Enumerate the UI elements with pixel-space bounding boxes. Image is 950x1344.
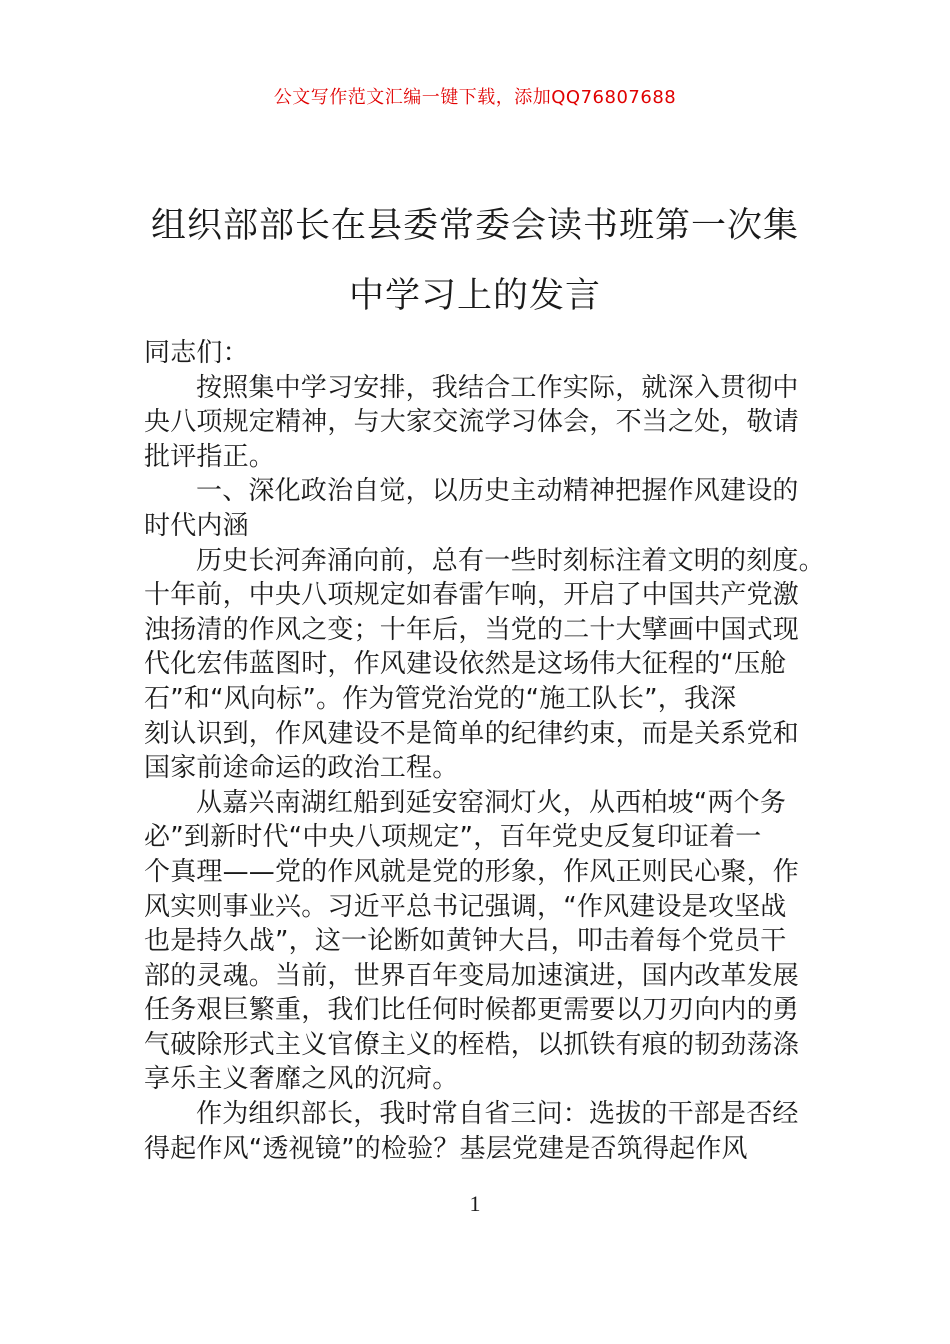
text-line: 任务艰巨繁重，我们比任何时候都更需要以刀刃向内的勇 [144,995,800,1026]
title-line-1: 组织部部长在县委常委会读书班第一次集 [150,206,799,247]
text-line: 必”到新时代“中央八项规定”，百年党史反复印证着一 [144,822,762,853]
text-line: 享乐主义奢靡之风的沉疴。 [144,1064,459,1095]
document-body [144,336,825,1166]
text-line: 按照集中学习安排，我结合工作实际，就深入贯彻中 [196,372,799,403]
text-line: 从嘉兴南湖红船到延安窑洞灯火，从西柏坡“两个务 [196,787,787,818]
text-line: 得起作风“透视镜”的检验？基层党建是否筑得起作风 [144,1133,748,1164]
text-line: 刻认识到，作风建设不是简单的纪律约束，而是关系党和 [144,718,800,749]
text-line: 央八项规定精神，与大家交流学习体会，不当之处，敬请 [144,407,800,438]
section-heading-line: 时代内涵 [144,510,249,541]
salutation: 同志们： [144,338,249,368]
text-line: 代化宏伟蓝图时，作风建设依然是这场伟大征程的“压舱 [144,649,787,680]
text-line: 十年前，中央八项规定如春雷乍响，开启了中国共产党激 [144,580,800,611]
text-line: 历史长河奔涌向前，总有一些时刻标注着文明的刻度。 [196,545,825,576]
page-number: 1 [469,1191,481,1216]
text-line: 作为组织部长，我时常自省三问：选拔的干部是否经 [196,1099,799,1130]
text-line: 风实则事业兴。习近平总书记强调，“作风建设是攻坚战 [144,891,787,922]
text-line: 气破除形式主义官僚主义的桎梏，以抓铁有痕的韧劲荡涤 [144,1029,800,1060]
section-heading-line: 一、深化政治自觉，以历史主动精神把握作风建设的 [196,476,799,507]
document-title [100,191,850,331]
download-banner[interactable]: 公文写作范文汇编一键下载，添加QQ76807688 [273,87,677,108]
text-line: 石”和“风向标”。作为管党治党的“施工队长”，我深 [144,683,737,714]
text-line: 个真理——党的作风就是党的形象，作风正则民心聚，作 [144,856,800,887]
text-line: 国家前途命运的政治工程。 [144,753,459,784]
title-line-2: 中学习上的发言 [348,276,601,317]
text-line: 浊扬清的作风之变；十年后，当党的二十大擘画中国式现 [144,614,800,645]
text-line: 也是持久战”，这一论断如黄钟大吕，叩击着每个党员干 [144,926,787,957]
text-line: 部的灵魂。当前，世界百年变局加速演进，国内改革发展 [144,960,800,991]
text-line: 批评指正。 [144,441,276,472]
